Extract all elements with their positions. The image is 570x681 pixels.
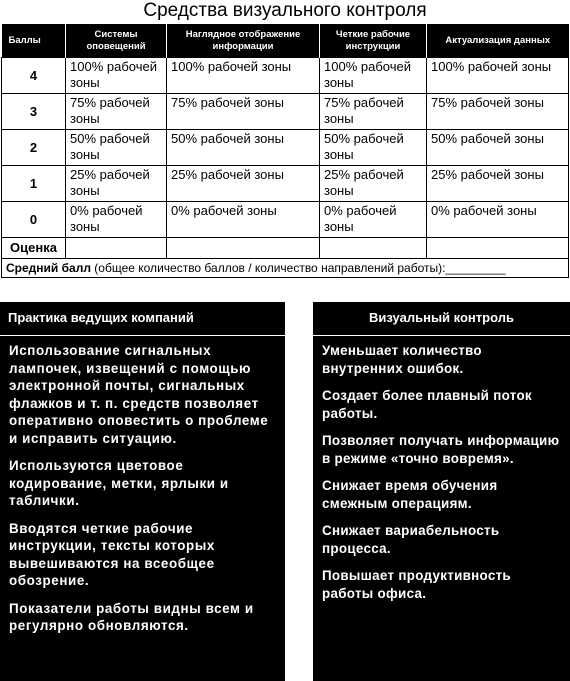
score-cell: 4 [2, 58, 66, 94]
table-cell: 25% рабочей зоны [427, 166, 569, 202]
best-practice-panel [0, 302, 285, 681]
rating-row [2, 238, 569, 259]
best-practice-heading: Практика ведущих компаний [0, 302, 285, 336]
table-cell: 75% рабочей зоны [427, 94, 569, 130]
scoring-table [1, 24, 569, 278]
rating-cell[interactable] [167, 238, 320, 259]
visual-control-heading: Визуальный контроль [313, 302, 570, 336]
table-cell: 50% рабочей зоны [167, 130, 320, 166]
score-cell: 3 [2, 94, 66, 130]
table-cell: 25% рабочей зоны [320, 166, 427, 202]
table-row [2, 166, 569, 202]
table-cell: 25% рабочей зоны [167, 166, 320, 202]
table-row [2, 202, 569, 238]
best-practice-body [0, 336, 285, 651]
table-cell: 50% рабочей зоны [66, 130, 167, 166]
table-cell: 50% рабочей зоны [320, 130, 427, 166]
score-cell: 2 [2, 130, 66, 166]
table-cell: 0% рабочей зоны [427, 202, 569, 238]
column-header: Системы оповещений [66, 24, 167, 58]
table-cell: 100% рабочей зоны [66, 58, 167, 94]
visual-control-panel [313, 302, 570, 681]
rating-cell[interactable] [320, 238, 427, 259]
visual-control-item: Снижает вариабельность процесса. [322, 523, 500, 556]
table-cell: 100% рабочей зоны [320, 58, 427, 94]
column-header: Наглядное отображение информации [167, 24, 320, 58]
table-cell: 100% рабочей зоны [427, 58, 569, 94]
visual-control-item: Позволяет получать информацию в режиме «точно вовремя». [322, 433, 560, 466]
table-cell: 75% рабочей зоны [167, 94, 320, 130]
rating-cell[interactable] [66, 238, 167, 259]
visual-control-item: Создает более плавный поток работы. [322, 388, 532, 421]
table-cell: 0% рабочей зоны [66, 202, 167, 238]
table-row [2, 130, 569, 166]
best-practice-item: Показатели работы видны всем и регулярно обновляются. [9, 600, 254, 633]
visual-control-item: Снижает время обучения смежным операциям. [322, 478, 498, 511]
best-practice-item: Используются цветовое кодирование, метки, ярлыки и таблички. [9, 458, 229, 508]
column-header: Баллы [2, 24, 66, 58]
visual-control-body [313, 336, 570, 618]
table-cell: 0% рабочей зоны [320, 202, 427, 238]
average-label: Средний балл [6, 261, 91, 275]
average-cell [2, 259, 569, 278]
rating-label: Оценка [2, 238, 66, 259]
visual-control-item: Повышает продуктивность работы офиса. [322, 568, 511, 601]
visual-control-item: Уменьшает количество внутренних ошибок. [322, 343, 482, 376]
table-cell: 75% рабочей зоны [320, 94, 427, 130]
average-note: (общее количество баллов / количество направлений работы):_________ [90, 261, 506, 275]
rating-cell[interactable] [427, 238, 569, 259]
best-practice-item: Вводятся четкие рабочие инструкции, тексты которых вывешиваются на всеобщее обозрение. [9, 520, 215, 588]
table-row [2, 94, 569, 130]
table-row [2, 58, 569, 94]
column-header: Актуализация данных [427, 24, 569, 58]
best-practice-item: Использование сигнальных лампочек, извещений с помощью электронной почты, сигнальных флажков и т. п. средств позволяет оперативно оповестить о проблеме и исправить ситуацию. [9, 343, 269, 446]
score-cell: 1 [2, 166, 66, 202]
page-title: Средства визуального контроля [143, 0, 427, 21]
score-cell: 0 [2, 202, 66, 238]
table-cell: 50% рабочей зоны [427, 130, 569, 166]
table-cell: 75% рабочей зоны [66, 94, 167, 130]
table-cell: 100% рабочей зоны [167, 58, 320, 94]
column-header: Четкие рабочие инструкции [320, 24, 427, 58]
table-cell: 25% рабочей зоны [66, 166, 167, 202]
table-header-row [2, 24, 569, 58]
table-cell: 0% рабочей зоны [167, 202, 320, 238]
average-row [2, 259, 569, 278]
